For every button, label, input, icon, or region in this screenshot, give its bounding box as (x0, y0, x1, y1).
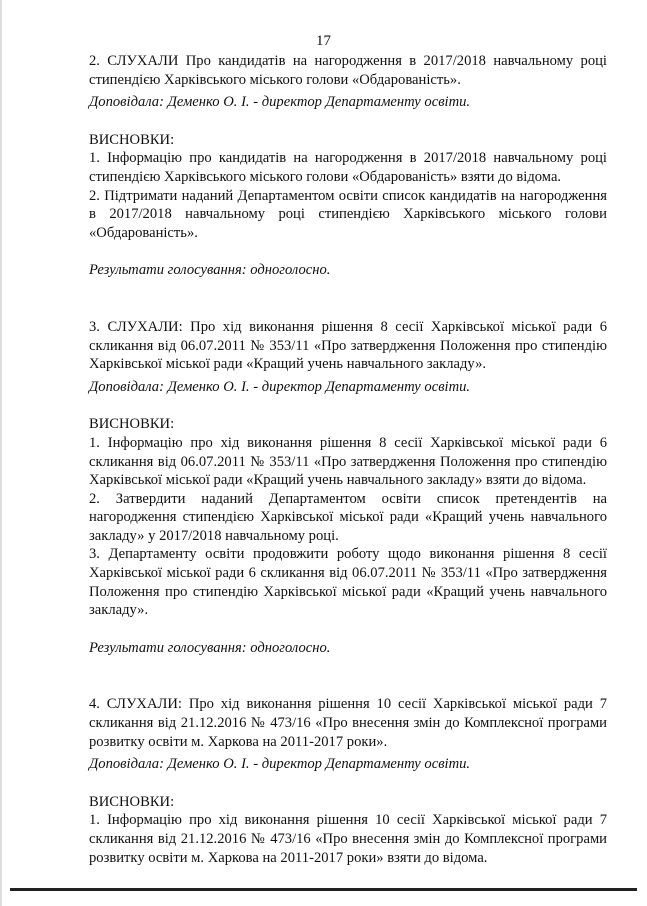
voting-result: Результати голосування: одноголосно. (89, 262, 331, 279)
conclusions-heading: ВИСНОВКИ: (89, 416, 175, 433)
speaker-line: Доповідала: Деменко О. І. - директор Департаменту освіти. (89, 756, 471, 773)
conclusion-item: 2. Затвердити наданий Департаментом освіти список претендентів на нагородження стипендією Харківської міської ради «Кращий учень навчального закладу» у 2017/2018 навчальному році. (89, 490, 607, 544)
speaker-line: Доповідала: Деменко О. І. - директор Департаменту освіти. (89, 94, 471, 111)
heard-item-3: 3. СЛУХАЛИ: Про хід виконання рішення 8 сесії Харківської міської ради 6 скликання від 06.07.2011 № 353/11 «Про затвердження Положення про стипендію Харківської міської ради «Кращий учень навчального закладу». (89, 318, 607, 373)
heard-item-2: 2. СЛУХАЛИ Про кандидатів на нагородження в 2017/2018 навчальному році стипендією Харківського міського голови «Обдарованість». (89, 53, 607, 88)
speaker-line: Доповідала: Деменко О. І. - директор Департаменту освіти. (89, 378, 471, 395)
page-number: 17 (316, 33, 331, 49)
heard-item-4: 4. СЛУХАЛИ: Про хід виконання рішення 10 сесії Харківської міської ради 7 скликання від 21.12.2016 № 473/16 «Про внесення змін до Комплексної програми розвитку освіти м. Харкова на 2011-2017 роки». (89, 696, 607, 750)
conclusions-heading: ВИСНОВКИ: (89, 793, 175, 810)
conclusion-item: 1. Інформацію про кандидатів на нагородження в 2017/2018 навчальному році стипендією Харківського міського голови «Обдарованість» взяти до відома. (89, 150, 607, 185)
scan-edge (0, 0, 2, 906)
conclusion-item: 1. Інформацію про хід виконання рішення 8 сесії Харківської міської ради 6 скликання від 06.07.2011 № 353/11 «Про затвердження Положення про стипендію Харківської міської ради «Кращий учень навчального закладу» взяти до відома. (89, 434, 607, 489)
conclusion-item: 3. Департаменту освіти продовжити роботу щодо виконання рішення 8 сесії Харківської міської ради 6 скликання від 06.07.2011 № 353/11 «Про затвердження Положення про стипендію Харківської міської ради «Кращий учень навчального закладу». (89, 546, 607, 619)
conclusions-heading: ВИСНОВКИ: (89, 131, 175, 148)
bottom-rule (10, 888, 637, 891)
conclusion-item: 2. Підтримати наданий Департаментом освіти список кандидатів на нагородження в 2017/2018 навчальному році стипендією Харківського міського голови «Обдарованість». (89, 187, 607, 241)
conclusion-item: 1. Інформацію про хід виконання рішення 10 сесії Харківської міської ради 7 скликання від 21.12.2016 № 473/16 «Про внесення змін до Комплексної програми розвитку освіти м. Харкова на 2011-2017 роки» взяти до відома. (89, 812, 607, 866)
voting-result: Результати голосування: одноголосно. (89, 639, 331, 656)
page-content (89, 52, 607, 867)
